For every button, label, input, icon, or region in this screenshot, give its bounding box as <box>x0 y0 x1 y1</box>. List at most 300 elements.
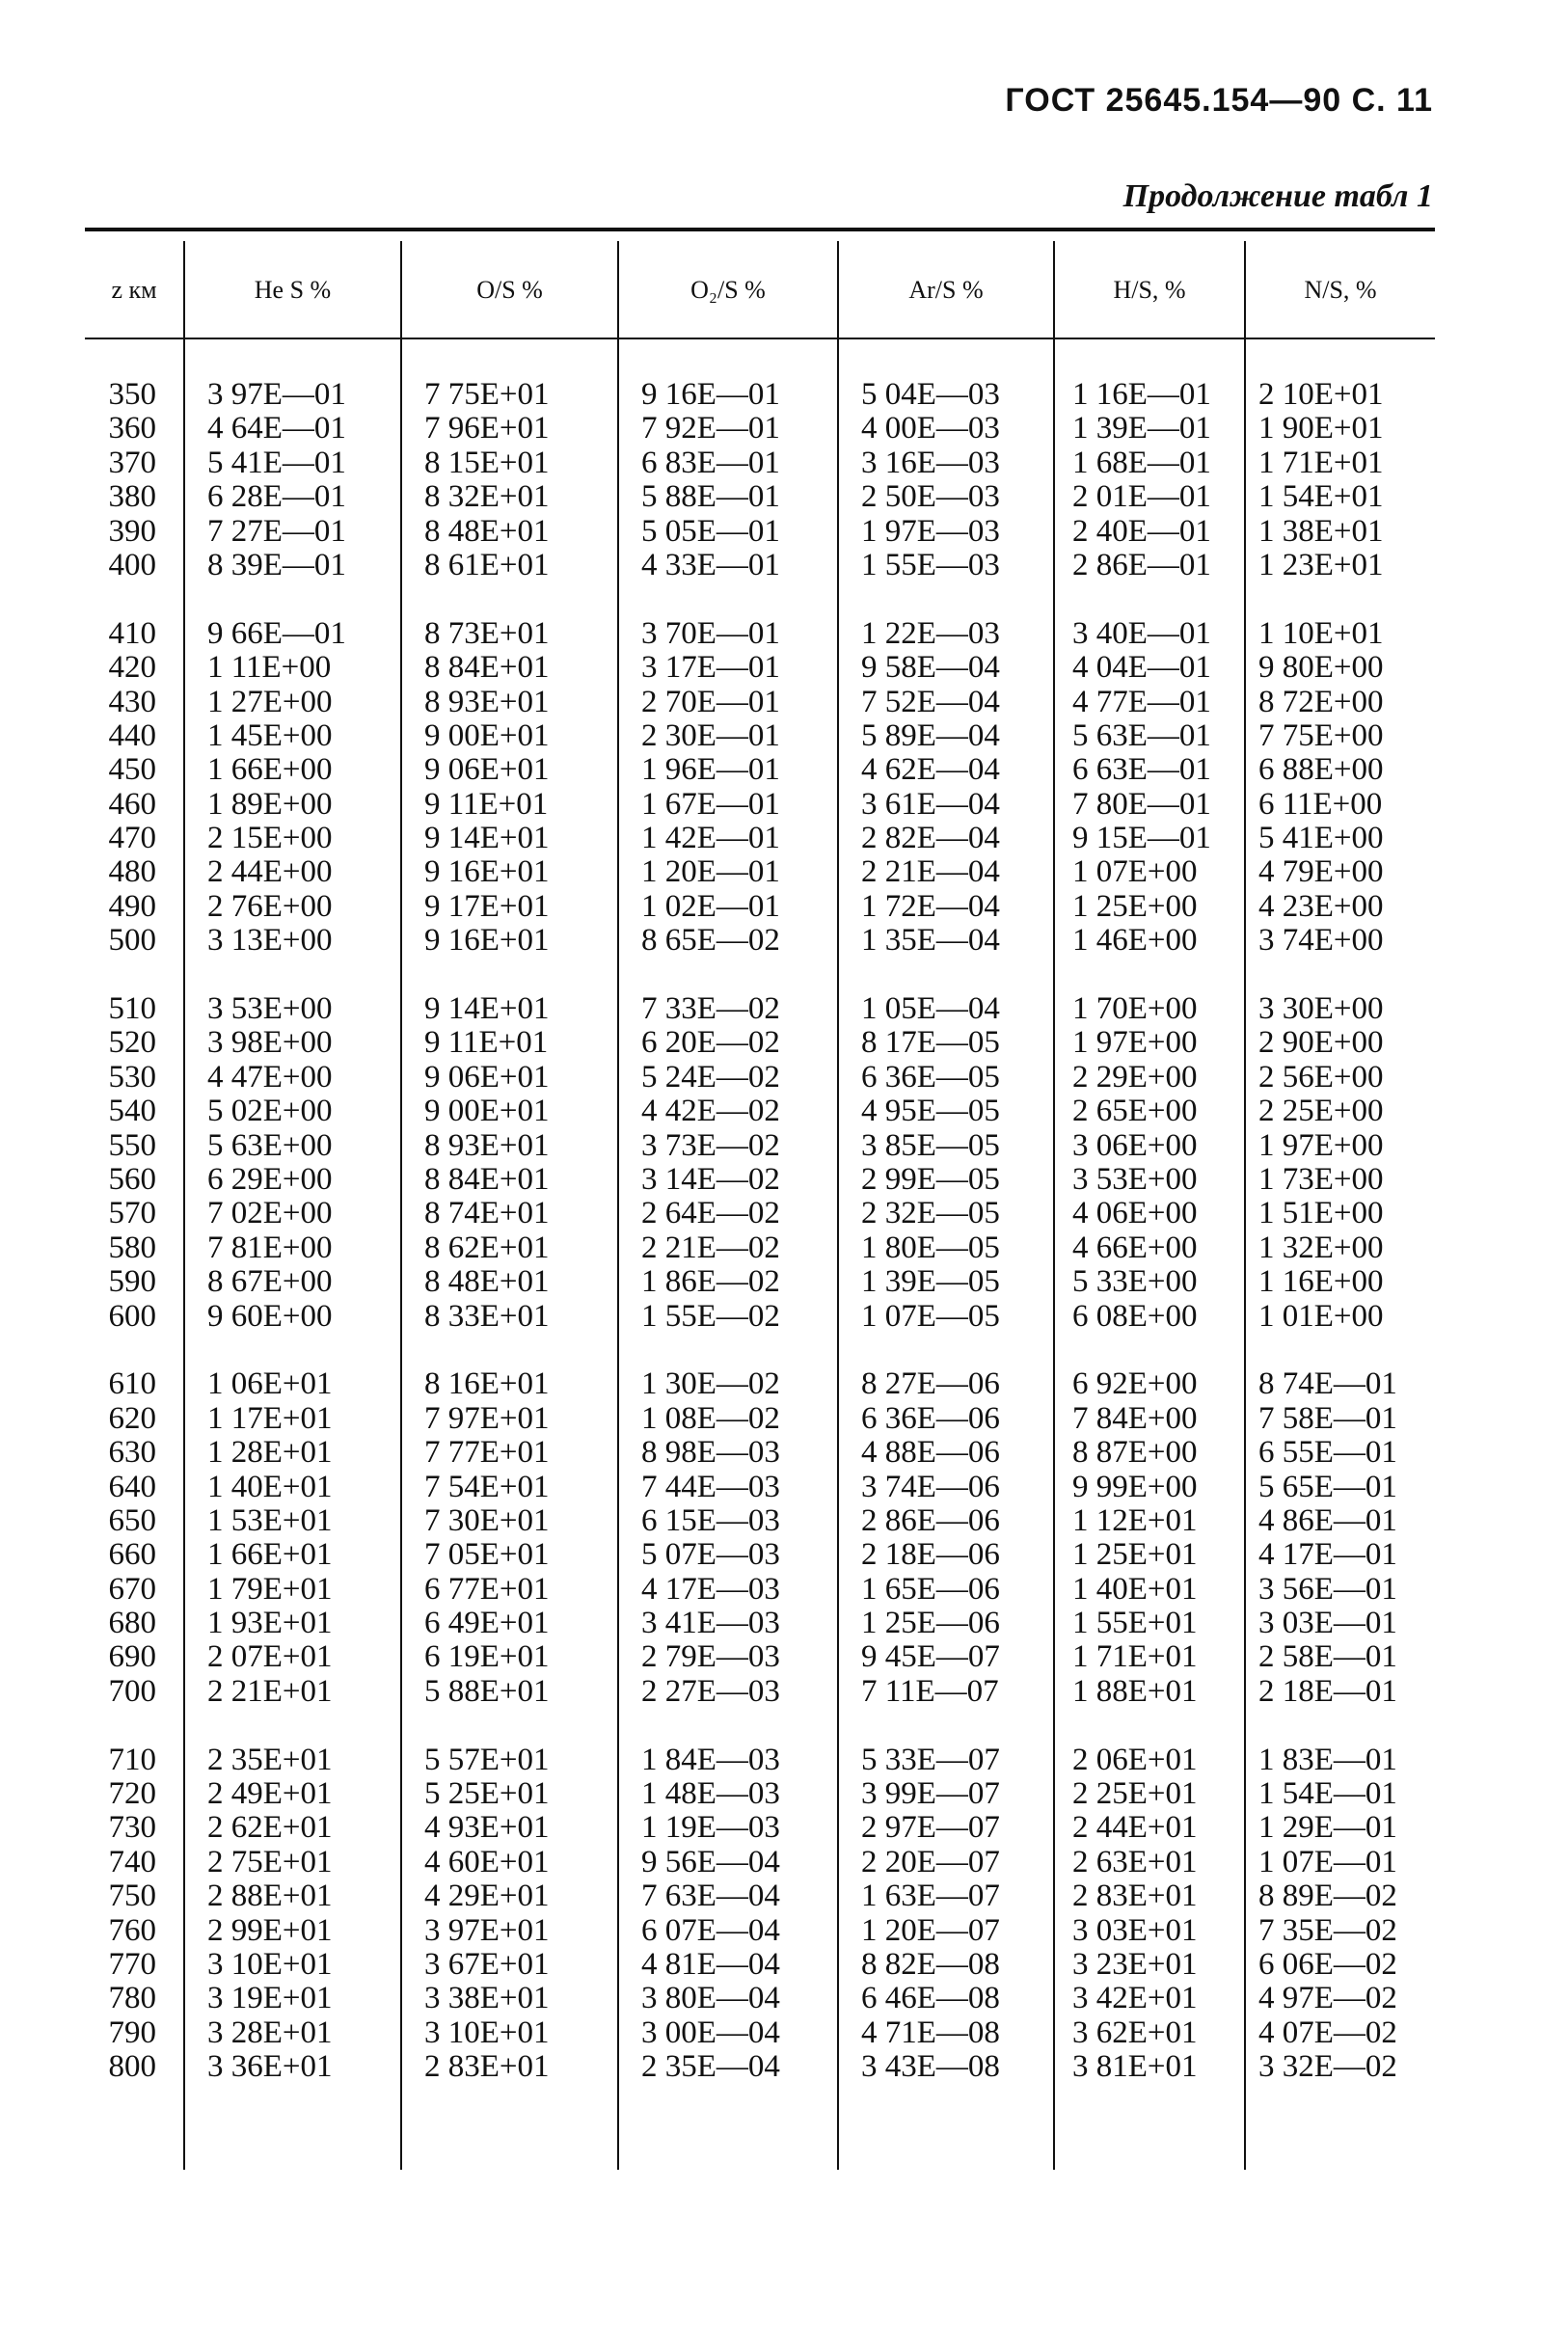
table-cell-o: 6 49E+01 <box>424 1606 550 1641</box>
table-cell-o: 3 38E+01 <box>424 1981 550 2016</box>
table-cell-o: 9 14E+01 <box>424 991 550 1027</box>
table-cell-he: 2 75E+01 <box>207 1844 333 1879</box>
table-cell-o2: 4 42E—02 <box>641 1094 780 1129</box>
table-cell-z: 360 <box>108 411 156 446</box>
table-cell-ar: 9 58E—04 <box>861 650 1000 686</box>
table-cell-ar: 5 89E—04 <box>861 717 1000 753</box>
column-divider <box>1053 241 1055 2170</box>
table-cell-n: 1 83E—01 <box>1258 1742 1397 1777</box>
table-cell-o: 5 88E+01 <box>424 1673 550 1709</box>
table-cell-n: 1 38E+01 <box>1258 513 1384 549</box>
table-cell-h: 7 80E—01 <box>1072 786 1211 822</box>
table-cell-he: 3 13E+00 <box>207 923 333 959</box>
table-cell-o: 4 29E+01 <box>424 1879 550 1914</box>
table-cell-o2: 2 35E—04 <box>641 2049 780 2085</box>
table-cell-ar: 3 43E—08 <box>861 2049 1000 2085</box>
table-cell-z: 740 <box>108 1844 156 1879</box>
group-gap <box>1072 1709 1211 1743</box>
table-cell-he: 5 02E+00 <box>207 1094 333 1129</box>
table-cell-o: 8 73E+01 <box>424 615 550 651</box>
column-ar <box>861 378 1000 2085</box>
table-cell-ar: 2 21E—04 <box>861 854 1000 890</box>
table-cell-o: 7 30E+01 <box>424 1502 550 1538</box>
page-header: ГОСТ 25645.154—90 С. 11 <box>1005 82 1433 119</box>
table-cell-ar: 1 63E—07 <box>861 1879 1000 1914</box>
table-cell-ar: 1 80E—05 <box>861 1230 1000 1265</box>
table-cell-h: 3 23E+01 <box>1072 1946 1198 1982</box>
table-cell-n: 6 11E+00 <box>1258 786 1383 822</box>
table-cell-o: 9 16E+01 <box>424 854 550 890</box>
table-cell-o: 3 67E+01 <box>424 1946 550 1982</box>
table-cell-h: 3 40E—01 <box>1072 615 1211 651</box>
table-cell-he: 8 39E—01 <box>207 547 346 582</box>
column-o2 <box>641 378 780 2085</box>
table-cell-o2: 3 73E—02 <box>641 1127 780 1163</box>
table-cell-o2: 9 56E—04 <box>641 1844 780 1879</box>
table-cell-he: 1 79E+01 <box>207 1571 333 1607</box>
table-cell-z: 770 <box>108 1946 156 1982</box>
table-cell-o: 8 93E+01 <box>424 684 550 719</box>
table-cell-he: 1 89E+00 <box>207 786 333 822</box>
table-cell-he: 1 66E+01 <box>207 1537 333 1573</box>
table-cell-o: 4 60E+01 <box>424 1844 550 1879</box>
table-cell-o: 8 84E+01 <box>424 1161 550 1197</box>
table-cell-ar: 7 52E—04 <box>861 684 1000 719</box>
table-cell-o2: 1 20E—01 <box>641 854 780 890</box>
table-cell-z: 460 <box>108 786 156 822</box>
group-gap <box>85 1334 156 1367</box>
group-gap <box>424 959 550 992</box>
table-cell-n: 1 97E+00 <box>1258 1127 1384 1163</box>
table-cell-ar: 1 05E—04 <box>861 991 1000 1027</box>
table-cell-o2: 6 83E—01 <box>641 445 780 480</box>
table-cell-o2: 7 33E—02 <box>641 991 780 1027</box>
table-cell-ar: 1 20E—07 <box>861 1912 1000 1948</box>
table-cell-n: 4 23E+00 <box>1258 888 1384 924</box>
table-cell-he: 3 19E+01 <box>207 1981 333 2016</box>
table-cell-n: 2 58E—01 <box>1258 1639 1397 1675</box>
table-cell-n: 6 55E—01 <box>1258 1435 1397 1471</box>
table-cell-o: 6 77E+01 <box>424 1571 550 1607</box>
table-cell-n: 1 29E—01 <box>1258 1810 1397 1846</box>
table-cell-ar: 2 50E—03 <box>861 479 1000 515</box>
table-cell-ar: 2 18E—06 <box>861 1537 1000 1573</box>
table-cell-h: 1 46E+00 <box>1072 923 1198 959</box>
table-cell-o2: 8 98E—03 <box>641 1435 780 1471</box>
table-cell-n: 3 74E+00 <box>1258 923 1384 959</box>
group-gap <box>641 582 780 616</box>
table-cell-o2: 1 96E—01 <box>641 752 780 788</box>
table-cell-z: 500 <box>108 923 156 959</box>
table-cell-n: 1 01E+00 <box>1258 1298 1384 1334</box>
group-gap <box>1072 582 1211 616</box>
table-cell-h: 1 07E+00 <box>1072 854 1198 890</box>
table-cell-n: 4 97E—02 <box>1258 1981 1397 2016</box>
group-gap <box>861 1334 1000 1367</box>
table-cell-he: 2 99E+01 <box>207 1912 333 1948</box>
table-cell-z: 760 <box>108 1912 156 1948</box>
table-cell-n: 8 89E—02 <box>1258 1879 1397 1914</box>
table-cell-ar: 3 61E—04 <box>861 786 1000 822</box>
group-gap <box>424 1334 550 1367</box>
table-cell-he: 2 21E+01 <box>207 1673 333 1709</box>
table-cell-o2: 7 44E—03 <box>641 1469 780 1504</box>
table-cell-h: 1 39E—01 <box>1072 411 1211 446</box>
table-cell-n: 2 90E+00 <box>1258 1025 1384 1061</box>
table-cell-o: 3 97E+01 <box>424 1912 550 1948</box>
table-cell-n: 1 90E+01 <box>1258 411 1384 446</box>
table-cell-h: 1 71E+01 <box>1072 1639 1198 1675</box>
table-cell-o: 8 84E+01 <box>424 650 550 686</box>
group-gap <box>85 959 156 992</box>
table-cell-h: 6 92E+00 <box>1072 1366 1198 1402</box>
table-cell-ar: 3 74E—06 <box>861 1469 1000 1504</box>
group-gap <box>641 1334 780 1367</box>
table-cell-o2: 3 41E—03 <box>641 1606 780 1641</box>
table-cell-he: 2 88E+01 <box>207 1879 333 1914</box>
table-cell-h: 2 01E—01 <box>1072 479 1211 515</box>
table-cell-o2: 1 48E—03 <box>641 1776 780 1812</box>
table-cell-n: 1 16E+00 <box>1258 1264 1384 1300</box>
table-cell-n: 2 18E—01 <box>1258 1673 1397 1709</box>
table-cell-n: 7 35E—02 <box>1258 1912 1397 1948</box>
group-gap <box>641 959 780 992</box>
table-cell-z: 370 <box>108 445 156 480</box>
table-cell-h: 9 15E—01 <box>1072 821 1211 856</box>
table-cell-he: 1 53E+01 <box>207 1502 333 1538</box>
group-gap <box>861 959 1000 992</box>
table-cell-z: 560 <box>108 1161 156 1197</box>
table-cell-ar: 1 07E—05 <box>861 1298 1000 1334</box>
table-cell-o: 9 00E+01 <box>424 1094 550 1129</box>
column-header-he: He S % <box>254 276 332 304</box>
table-cell-o2: 5 24E—02 <box>641 1059 780 1095</box>
table-cell-z: 720 <box>108 1776 156 1812</box>
table-cell-ar: 1 25E—06 <box>861 1606 1000 1641</box>
table-cell-h: 3 53E+00 <box>1072 1161 1198 1197</box>
table-cell-o: 2 83E+01 <box>424 2049 550 2085</box>
table-cell-o: 9 06E+01 <box>424 1059 550 1095</box>
table-cell-n: 6 88E+00 <box>1258 752 1384 788</box>
table-cell-o: 8 93E+01 <box>424 1127 550 1163</box>
table-cell-n: 8 74E—01 <box>1258 1366 1397 1402</box>
table-cell-n: 3 56E—01 <box>1258 1571 1397 1607</box>
table-cell-z: 690 <box>108 1639 156 1675</box>
table-header-rule <box>85 338 1435 339</box>
group-gap <box>85 1709 156 1743</box>
table-cell-he: 5 41E—01 <box>207 445 346 480</box>
table-cell-h: 2 65E+00 <box>1072 1094 1198 1129</box>
table-cell-o2: 2 21E—02 <box>641 1230 780 1265</box>
table-cell-n: 3 03E—01 <box>1258 1606 1397 1641</box>
table-cell-o2: 6 15E—03 <box>641 1502 780 1538</box>
table-cell-ar: 1 97E—03 <box>861 513 1000 549</box>
table-cell-o2: 3 17E—01 <box>641 650 780 686</box>
table-cell-o: 8 32E+01 <box>424 479 550 515</box>
table-cell-he: 6 28E—01 <box>207 479 346 515</box>
table-cell-ar: 4 71E—08 <box>861 2014 1000 2050</box>
table-cell-z: 570 <box>108 1196 156 1231</box>
table-cell-he: 5 63E+00 <box>207 1127 333 1163</box>
table-cell-z: 780 <box>108 1981 156 2016</box>
table-cell-h: 1 70E+00 <box>1072 991 1198 1027</box>
group-gap <box>1258 1334 1397 1367</box>
table-cell-o: 5 25E+01 <box>424 1776 550 1812</box>
table-cell-ar: 1 72E—04 <box>861 888 1000 924</box>
column-header-h: H/S, % <box>1113 276 1186 304</box>
table-cell-z: 530 <box>108 1059 156 1095</box>
table-cell-ar: 4 95E—05 <box>861 1094 1000 1129</box>
table-cell-ar: 6 46E—08 <box>861 1981 1000 2016</box>
table-cell-ar: 2 32E—05 <box>861 1196 1000 1231</box>
table-cell-h: 1 68E—01 <box>1072 445 1211 480</box>
table-cell-n: 2 10E+01 <box>1258 377 1384 412</box>
column-divider <box>837 241 839 2170</box>
table-cell-he: 1 06E+01 <box>207 1366 333 1402</box>
table-cell-n: 1 07E—01 <box>1258 1844 1397 1879</box>
table-cell-z: 400 <box>108 547 156 582</box>
table-cell-he: 2 07E+01 <box>207 1639 333 1675</box>
table-cell-o2: 6 07E—04 <box>641 1912 780 1948</box>
table-cell-o2: 2 79E—03 <box>641 1639 780 1675</box>
group-gap <box>207 582 346 616</box>
table-cell-h: 2 06E+01 <box>1072 1742 1198 1777</box>
table-cell-o2: 4 33E—01 <box>641 547 780 582</box>
table-cell-o: 8 16E+01 <box>424 1366 550 1402</box>
group-gap <box>207 1334 346 1367</box>
table-cell-o: 9 11E+01 <box>424 1025 549 1061</box>
table-cell-o2: 1 08E—02 <box>641 1400 780 1436</box>
column-header-ar: Ar/S % <box>908 276 984 304</box>
table-cell-h: 6 08E+00 <box>1072 1298 1198 1334</box>
table-cell-ar: 2 82E—04 <box>861 821 1000 856</box>
table-cell-n: 8 72E+00 <box>1258 684 1384 719</box>
table-cell-o2: 4 17E—03 <box>641 1571 780 1607</box>
table-cell-ar: 3 16E—03 <box>861 445 1000 480</box>
table-cell-o: 8 62E+01 <box>424 1230 550 1265</box>
table-cell-he: 1 11E+00 <box>207 650 332 686</box>
table-cell-he: 1 28E+01 <box>207 1435 333 1471</box>
table-cell-o2: 3 14E—02 <box>641 1161 780 1197</box>
table-cell-h: 9 99E+00 <box>1072 1469 1198 1504</box>
table-cell-o: 9 16E+01 <box>424 923 550 959</box>
table-cell-ar: 6 36E—06 <box>861 1400 1000 1436</box>
table-cell-n: 5 65E—01 <box>1258 1469 1397 1504</box>
table-cell-ar: 4 00E—03 <box>861 411 1000 446</box>
table-cell-h: 5 33E+00 <box>1072 1264 1198 1300</box>
table-cell-he: 2 35E+01 <box>207 1742 333 1777</box>
table-cell-ar: 1 39E—05 <box>861 1264 1000 1300</box>
table-cell-h: 2 63E+01 <box>1072 1844 1198 1879</box>
table-cell-o: 7 97E+01 <box>424 1400 550 1436</box>
table-cell-o: 8 48E+01 <box>424 1264 550 1300</box>
table-cell-o2: 2 27E—03 <box>641 1673 780 1709</box>
table-cell-o: 3 10E+01 <box>424 2014 550 2050</box>
table-cell-o2: 4 81E—04 <box>641 1946 780 1982</box>
table-cell-n: 1 51E+00 <box>1258 1196 1384 1231</box>
table-cell-he: 7 02E+00 <box>207 1196 333 1231</box>
table-cell-he: 1 93E+01 <box>207 1606 333 1641</box>
table-cell-h: 7 84E+00 <box>1072 1400 1198 1436</box>
table-cell-ar: 1 65E—06 <box>861 1571 1000 1607</box>
table-cell-o2: 6 20E—02 <box>641 1025 780 1061</box>
table-cell-o2: 1 19E—03 <box>641 1810 780 1846</box>
table-cell-he: 2 76E+00 <box>207 888 333 924</box>
table-cell-z: 680 <box>108 1606 156 1641</box>
table-cell-h: 1 12E+01 <box>1072 1502 1198 1538</box>
group-gap <box>85 582 156 616</box>
table-cell-o2: 3 70E—01 <box>641 615 780 651</box>
table-cell-he: 4 47E+00 <box>207 1059 333 1095</box>
table-cell-z: 630 <box>108 1435 156 1471</box>
table-cell-o: 8 61E+01 <box>424 547 550 582</box>
column-header-z: z км <box>111 276 157 304</box>
column-header-o2: O₂/S % <box>690 276 766 304</box>
table-cell-h: 4 04E—01 <box>1072 650 1211 686</box>
table-cell-he: 2 15E+00 <box>207 821 333 856</box>
table-cell-z: 430 <box>108 684 156 719</box>
table-cell-z: 610 <box>108 1366 156 1402</box>
table-cell-o: 6 19E+01 <box>424 1639 550 1675</box>
table-cell-ar: 8 82E—08 <box>861 1946 1000 1982</box>
table-cell-ar: 3 99E—07 <box>861 1776 1000 1812</box>
table-cell-z: 580 <box>108 1230 156 1265</box>
table-cell-he: 6 29E+00 <box>207 1161 333 1197</box>
table-cell-he: 1 40E+01 <box>207 1469 333 1504</box>
table-cell-he: 2 62E+01 <box>207 1810 333 1846</box>
table-cell-z: 660 <box>108 1537 156 1573</box>
table-cell-z: 480 <box>108 854 156 890</box>
table-cell-o2: 1 42E—01 <box>641 821 780 856</box>
group-gap <box>424 1709 550 1743</box>
table-cell-z: 700 <box>108 1673 156 1709</box>
table-cell-o2: 1 86E—02 <box>641 1264 780 1300</box>
table-cell-n: 4 17E—01 <box>1258 1537 1397 1573</box>
table-cell-z: 410 <box>108 615 156 651</box>
table-cell-n: 1 10E+01 <box>1258 615 1384 651</box>
table-cell-he: 9 66E—01 <box>207 615 346 651</box>
group-gap <box>207 959 346 992</box>
table-cell-o: 9 14E+01 <box>424 821 550 856</box>
table-cell-h: 3 42E+01 <box>1072 1981 1198 2016</box>
column-z <box>85 378 156 2085</box>
table-cell-z: 790 <box>108 2014 156 2050</box>
table-cell-n: 2 56E+00 <box>1258 1059 1384 1095</box>
table-cell-n: 6 06E—02 <box>1258 1946 1397 1982</box>
group-gap <box>207 1709 346 1743</box>
table-cell-he: 2 44E+00 <box>207 854 333 890</box>
table-cell-o2: 9 16E—01 <box>641 377 780 412</box>
group-gap <box>861 1709 1000 1743</box>
table-cell-he: 3 10E+01 <box>207 1946 333 1982</box>
column-divider <box>617 241 619 2170</box>
table-cell-n: 1 32E+00 <box>1258 1230 1384 1265</box>
table-cell-o: 5 57E+01 <box>424 1742 550 1777</box>
table-cell-he: 7 81E+00 <box>207 1230 333 1265</box>
table-cell-n: 7 75E+00 <box>1258 717 1384 753</box>
table-cell-n: 3 30E+00 <box>1258 991 1384 1027</box>
table-cell-h: 1 88E+01 <box>1072 1673 1198 1709</box>
table-cell-h: 1 25E+01 <box>1072 1537 1198 1573</box>
table-cell-h: 2 44E+01 <box>1072 1810 1198 1846</box>
table-cell-z: 520 <box>108 1025 156 1061</box>
table-cell-o: 9 06E+01 <box>424 752 550 788</box>
table-cell-z: 450 <box>108 752 156 788</box>
table-cell-he: 3 28E+01 <box>207 2014 333 2050</box>
table-cell-o: 9 11E+01 <box>424 786 549 822</box>
table-cell-o2: 3 80E—04 <box>641 1981 780 2016</box>
table-cell-o2: 7 63E—04 <box>641 1879 780 1914</box>
table-cell-o: 7 75E+01 <box>424 377 550 412</box>
table-cell-n: 1 23E+01 <box>1258 547 1384 582</box>
table-cell-n: 7 58E—01 <box>1258 1400 1397 1436</box>
column-h <box>1072 378 1211 2085</box>
table-cell-o: 8 15E+01 <box>424 445 550 480</box>
table-cell-o2: 2 70E—01 <box>641 684 780 719</box>
table-cell-n: 4 86E—01 <box>1258 1502 1397 1538</box>
group-gap <box>861 582 1000 616</box>
table-cell-he: 7 27E—01 <box>207 513 346 549</box>
table-cell-h: 1 97E+00 <box>1072 1025 1198 1061</box>
table-cell-he: 9 60E+00 <box>207 1298 333 1334</box>
table-cell-z: 490 <box>108 888 156 924</box>
table-cell-z: 440 <box>108 717 156 753</box>
table-cell-o: 7 05E+01 <box>424 1537 550 1573</box>
table-cell-o2: 8 65E—02 <box>641 923 780 959</box>
table-cell-z: 350 <box>108 377 156 412</box>
table-cell-ar: 2 20E—07 <box>861 1844 1000 1879</box>
table-cell-ar: 4 88E—06 <box>861 1435 1000 1471</box>
table-cell-h: 3 62E+01 <box>1072 2014 1198 2050</box>
column-divider <box>400 241 402 2170</box>
table-top-rule <box>85 228 1435 231</box>
table-cell-he: 1 27E+00 <box>207 684 333 719</box>
table-cell-ar: 2 99E—05 <box>861 1161 1000 1197</box>
table-cell-n: 4 07E—02 <box>1258 2014 1397 2050</box>
table-cell-o2: 2 30E—01 <box>641 717 780 753</box>
column-divider <box>1244 241 1246 2170</box>
table-cell-ar: 7 11E—07 <box>861 1673 999 1709</box>
table-cell-o: 7 77E+01 <box>424 1435 550 1471</box>
group-gap <box>1258 1709 1397 1743</box>
table-cell-n: 1 54E—01 <box>1258 1776 1397 1812</box>
table-cell-ar: 1 35E—04 <box>861 923 1000 959</box>
table-cell-o2: 2 64E—02 <box>641 1196 780 1231</box>
table-cell-h: 1 40E+01 <box>1072 1571 1198 1607</box>
table-cell-ar: 5 04E—03 <box>861 377 1000 412</box>
column-divider <box>183 241 185 2170</box>
table-cell-ar: 8 27E—06 <box>861 1366 1000 1402</box>
table-cell-he: 1 17E+01 <box>207 1400 333 1436</box>
table-cell-o: 7 96E+01 <box>424 411 550 446</box>
group-gap <box>1072 959 1211 992</box>
table-cell-ar: 5 33E—07 <box>861 1742 1000 1777</box>
table-cell-h: 3 81E+01 <box>1072 2049 1198 2085</box>
table-cell-h: 2 40E—01 <box>1072 513 1211 549</box>
table-cell-ar: 8 17E—05 <box>861 1025 1000 1061</box>
table-cell-he: 3 97E—01 <box>207 377 346 412</box>
column-n <box>1258 378 1397 2085</box>
table-cell-ar: 4 62E—04 <box>861 752 1000 788</box>
table-cell-z: 550 <box>108 1127 156 1163</box>
table-cell-h: 6 63E—01 <box>1072 752 1211 788</box>
table-cell-he: 1 45E+00 <box>207 717 333 753</box>
table-cell-h: 3 03E+01 <box>1072 1912 1198 1948</box>
table-cell-z: 670 <box>108 1571 156 1607</box>
table-cell-o2: 7 92E—01 <box>641 411 780 446</box>
table-cell-he: 4 64E—01 <box>207 411 346 446</box>
table-cell-h: 2 86E—01 <box>1072 547 1211 582</box>
